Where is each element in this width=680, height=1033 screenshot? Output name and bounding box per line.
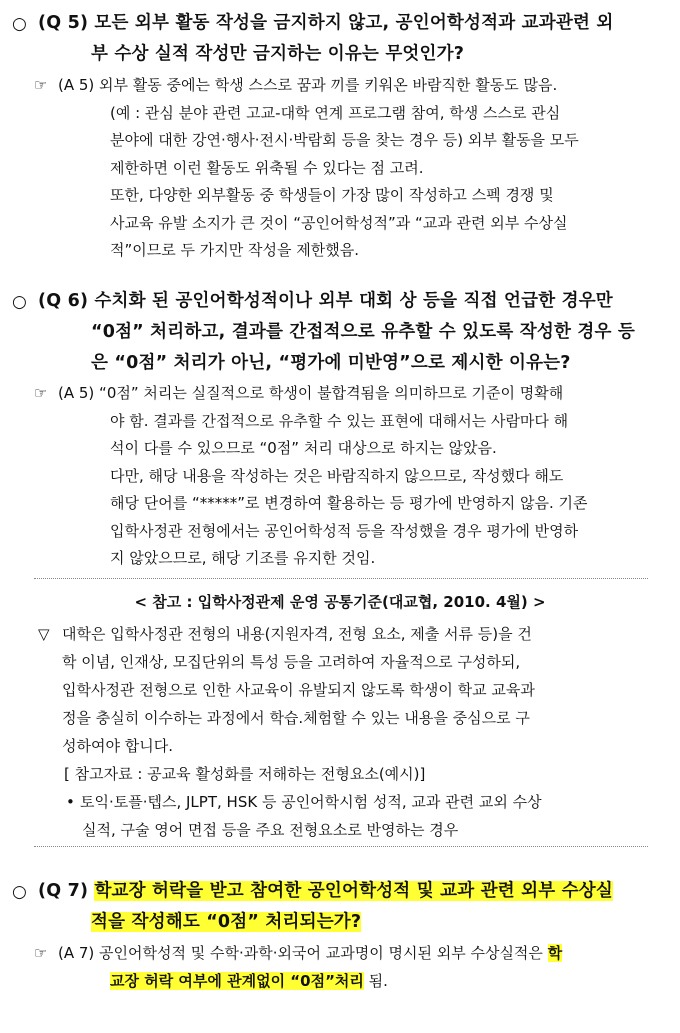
reference-line: 입학사정관 전형으로 인한 사교육이 유발되지 않도록 학생이 학교 교육과 (62, 681, 535, 699)
answer-6 (34, 380, 674, 573)
question-5-line: (Q 5) 모든 외부 활동 작성을 금지하지 않고, 공인어학성적과 교과관련 외 (38, 13, 614, 33)
answer-7-highlight: 학 (547, 944, 563, 962)
answer-7-suffix: 됨. (363, 971, 388, 990)
down-triangle-icon: ▽ (38, 625, 50, 643)
reference-line: 대학은 입학사정관 전형의 내용(지원자격, 전형 요소, 제출 서류 등)을 건 (62, 625, 532, 643)
question-6-line: 은 “0점” 처리가 아닌, “평가에 미반영”으로 제시한 이유는? (91, 353, 571, 373)
answer-6-line: 석이 다를 수 있으므로 “0점” 처리 대상으로 하지는 않았음. (110, 439, 497, 457)
question-6-line: (Q 6) 수치화 된 공인어학성적이나 외부 대회 상 등을 직접 언급한 경우만 (38, 291, 613, 311)
answer-6-line: (A 5) “0점” 처리는 실질적으로 학생이 불합격됨을 의미하므로 기준이 명확해 (58, 384, 564, 402)
pointing-hand-icon: ☞ (34, 76, 48, 94)
pointing-hand-icon: ☞ (34, 384, 48, 402)
circle-bullet-icon: ○ (12, 14, 27, 34)
circle-bullet-icon: ○ (12, 292, 27, 312)
answer-5-line: 사교육 유발 소지가 큰 것이 “공인어학성적”과 “교과 관련 외부 수상실 (110, 213, 568, 232)
question-7-highlight: 학교장 허락을 받고 참여한 공인어학성적 및 교과 관련 외부 수상실 (94, 881, 613, 901)
answer-5 (34, 72, 674, 265)
answer-5-line: (A 5) 외부 활동 중에는 학생 스스로 꿈과 끼를 키워온 바람직한 활동도 많음. (58, 76, 558, 94)
answer-6-line: 다만, 해당 내용을 작성하는 것은 바람직하지 않으므로, 작성했다 해도 (110, 466, 564, 485)
answer-6-line: 입학사정관 전형에서는 공인어학성적 등을 작성했을 경우 평가에 반영하 (110, 521, 579, 540)
answer-5-line: (예 : 관심 분야 관련 고교-대학 연계 프로그램 참여, 학생 스스로 관심 (110, 103, 561, 122)
reference-line: 정을 충실히 이수하는 과정에서 학습.체험할 수 있는 내용을 중심으로 구 (62, 709, 530, 727)
reference-title: < 참고 : 입학사정관제 운영 공통기준(대교협, 2010. 4월) > (134, 593, 546, 611)
reference-line: 학 이념, 인재상, 모집단위의 특성 등을 고려하여 자율적으로 구성하되, (62, 653, 521, 671)
question-7-label: (Q 7) (38, 881, 89, 901)
answer-6-line: 지 않았으므로, 해당 기조를 유지한 것임. (110, 549, 376, 567)
answer-6-line: 해당 단어를 “*****”로 변경하여 활용하는 등 평가에 반영하지 않음. 기존 (110, 494, 588, 512)
dotted-divider-top (34, 578, 648, 579)
answer-7-highlight: 교장 허락 여부에 관계없이 “0점”처리 (110, 971, 364, 990)
question-5-text (38, 8, 670, 70)
answer-5-line: 제한하면 이런 활동도 위축될 수 있다는 점 고려. (110, 158, 424, 177)
circle-bullet-icon: ○ (12, 882, 27, 902)
question-7-text (38, 876, 670, 938)
answer-6-line: 야 함. 결과를 간접적으로 유추할 수 있는 표현에 대해서는 사람마다 해 (110, 411, 569, 430)
question-7-highlight: 적을 작성해도 “0점” 처리되는가? (91, 912, 362, 932)
reference-line: 성하여야 합니다. (62, 737, 173, 755)
answer-5-line: 또한, 다양한 외부활동 중 학생들이 가장 많이 작성하고 스펙 경쟁 및 (110, 186, 554, 204)
reference-bullet-line: 토익·토플·텝스, JLPT, HSK 등 공인어학시험 성적, 교과 관련 교외 수상 (80, 793, 542, 811)
answer-5-line: 분야에 대한 강연·행사·전시·박람회 등을 찾는 경우 등) 외부 활동을 모두 (110, 131, 579, 149)
bullet-dot-icon: • (66, 793, 75, 811)
question-5-line: 부 수상 실적 작성만 금지하는 이유는 무엇인가? (91, 44, 465, 64)
answer-7-text: (A 7) 공인어학성적 및 수학·과학·외국어 교과명이 명시된 외부 수상실적은 (58, 944, 543, 962)
answer-5-line: 적”이므로 두 가지만 작성을 제한했음. (110, 241, 359, 259)
reference-bullet-line: 실적, 구술 영어 면접 등을 주요 전형요소로 반영하는 경우 (82, 821, 459, 839)
reference-subtitle: [ 참고자료 : 공교육 활성화를 저해하는 전형요소(예시)] (64, 765, 426, 783)
dotted-divider-bottom (34, 846, 648, 847)
question-6-text (38, 286, 670, 379)
reference-body (38, 620, 648, 844)
question-6-line: “0점” 처리하고, 결과를 간접적으로 유추할 수 있도록 작성한 경우 등 (91, 322, 635, 342)
pointing-hand-icon: ☞ (34, 944, 48, 962)
answer-7 (34, 940, 674, 995)
